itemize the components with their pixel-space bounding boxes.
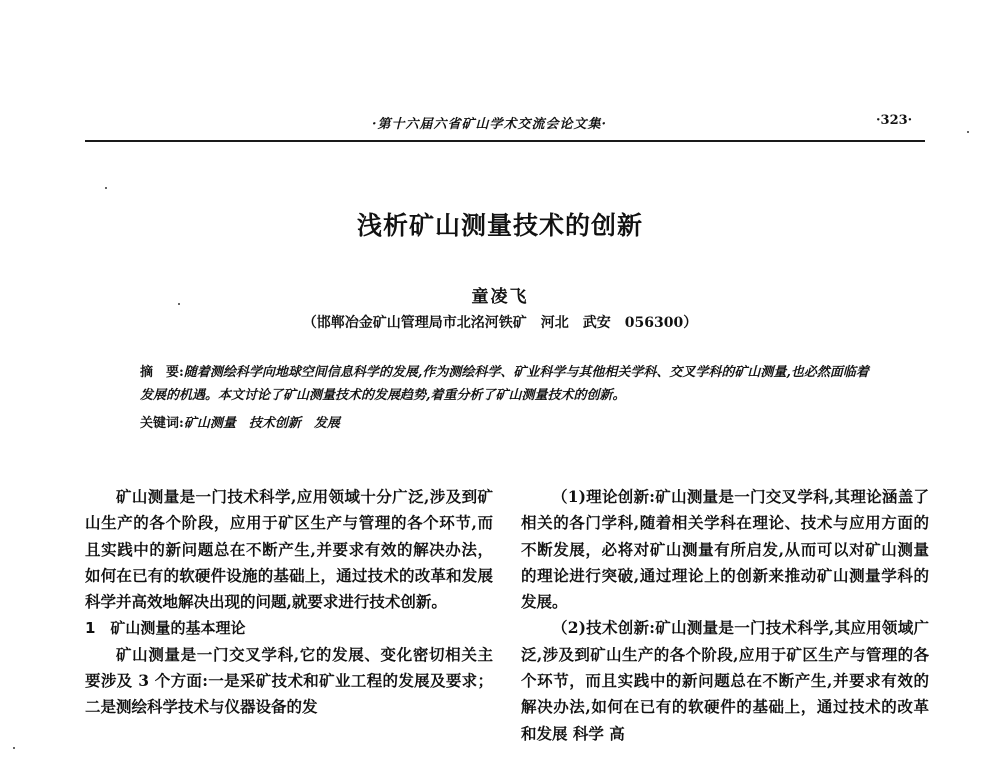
- keywords-label: 关键词:: [140, 416, 184, 431]
- running-title: ·第十六届六省矿山学术交流会论文集·: [372, 117, 608, 132]
- header-rule: [85, 140, 925, 142]
- body-paragraph: （2)技术创新:矿山测量是一门技术科学,其应用领域广泛,涉及到矿山生产的各个阶段,应用于矿区生产与管理的各个环节，而且实践中的新问题总在不断产生,并要求有效的解决办法,如何在已有的软硬件的基础上，通过技术的改革和发展 科学 高: [521, 618, 929, 743]
- body-column-left: [85, 484, 493, 721]
- author-name: 童凌飞: [471, 287, 529, 307]
- keywords: [140, 412, 880, 435]
- abstract-label: 摘 要:: [140, 365, 184, 380]
- scan-speck: [105, 187, 107, 189]
- paper-title: 浅析矿山测量技术的创新: [356, 211, 643, 240]
- body-paragraph: 矿山测量是一门技术科学,应用领域十分广泛,涉及到矿山生产的各个阶段，应用于矿区生产与管理的各个环节,而且实践中的新问题总在不断产生,并要求有效的解决办法，如何在已有的软硬件设施的基础上，通过技术的改革和发展科学并高效地解决出现的问题,就要求进行技术创新。: [85, 487, 493, 612]
- body-column-right: [521, 484, 929, 747]
- body-paragraph: （1)理论创新:矿山测量是一门交叉学科,其理论涵盖了相关的各门学科,随着相关学科在理论、技术与应用方面的不断发展，必将对矿山测量有所启发,从而可以对矿山测量的理论进行突破,通过理论上的创新来推动矿山测量学科的发展。: [521, 487, 929, 612]
- section-heading: 1 矿山测量的基本理论: [85, 619, 246, 638]
- page-number: ·323·: [876, 113, 913, 128]
- scan-speck: [13, 747, 15, 749]
- body-paragraph: 矿山测量是一门交叉学科,它的发展、变化密切相关主要涉及 3 个方面:一是采矿技术和矿业工程的发展及要求；二是测绘科学技术与仪器设备的发: [85, 644, 493, 717]
- scan-speck: [967, 131, 969, 133]
- abstract: [140, 361, 880, 407]
- author-affiliation: （邯郸冶金矿山管理局市北洺河铁矿 河北 武安 056300）: [302, 315, 698, 331]
- abstract-text: 随着测绘科学向地球空间信息科学的发展,作为测绘科学、矿业科学与其他相关学科、交叉学科的矿山测量,也必然面临着发展的机遇。本文讨论了矿山测量技术的发展趋势,着重分析了矿山测量技术的创新。: [140, 365, 869, 403]
- keywords-text: 矿山测量 技术创新 发展: [183, 416, 340, 431]
